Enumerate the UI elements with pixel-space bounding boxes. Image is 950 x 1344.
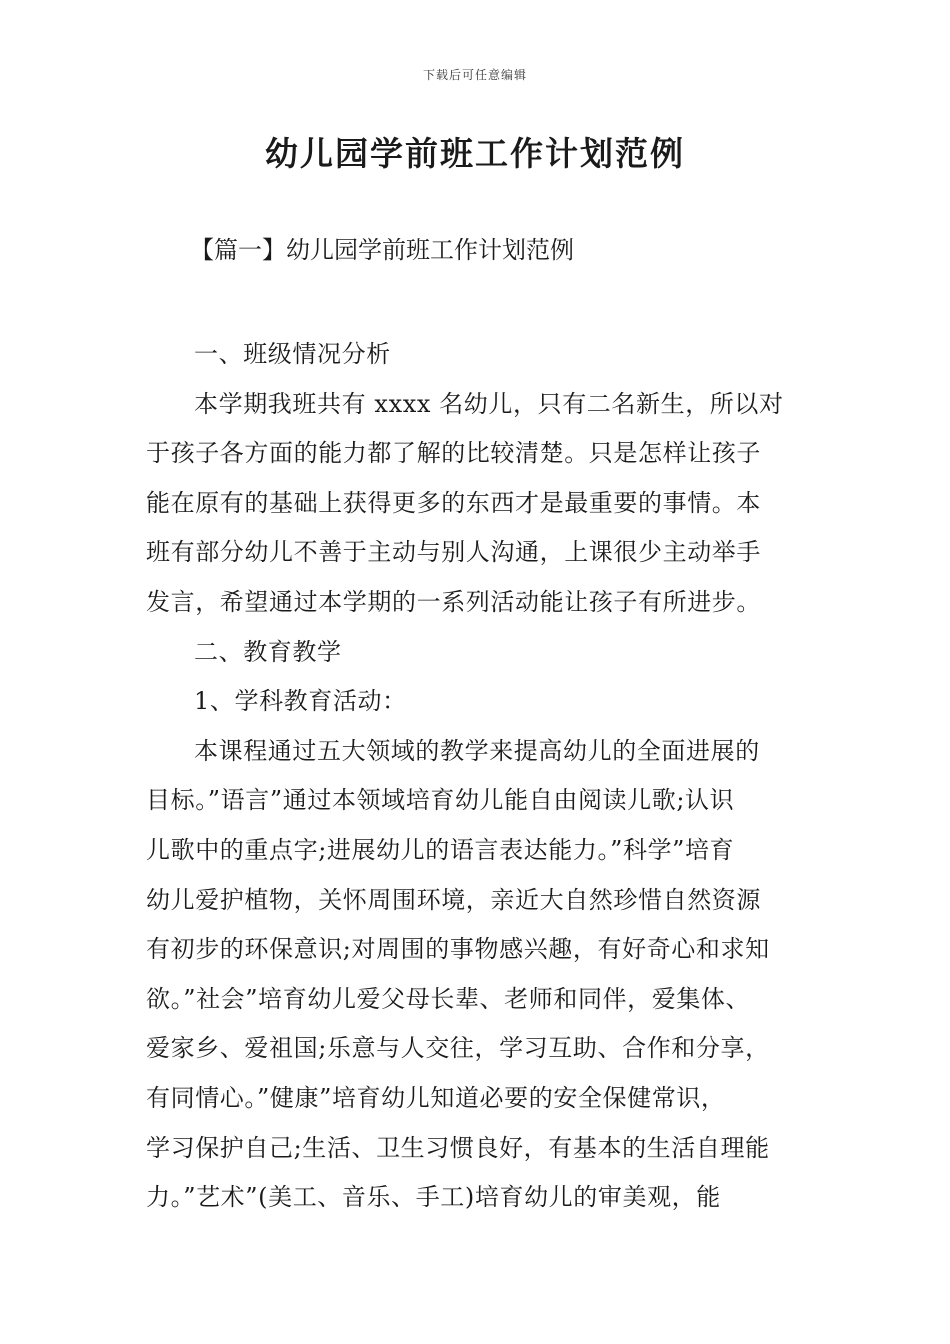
paragraph-line: 幼儿爱护植物，关怀周围环境，亲近大自然珍惜自然资源 bbox=[146, 885, 761, 914]
paragraph-line: 力。”艺术”(美工、音乐、手工)培育幼儿的审美观，能 bbox=[146, 1183, 721, 1212]
paragraph-line: 班有部分幼儿不善于主动与别人沟通，上课很少主动举手 bbox=[146, 538, 761, 567]
paragraph-line: 于孩子各方面的能力都了解的比较清楚。只是怎样让孩子 bbox=[146, 439, 761, 468]
body-text bbox=[146, 330, 818, 1223]
subheading-class-analysis: 一、班级情况分析 bbox=[194, 340, 391, 368]
paragraph-line: 爱家乡、爱祖国;乐意与人交往，学习互助、合作和分享， bbox=[146, 1034, 770, 1063]
paragraph-line: 本学期我班共有 xxxx 名幼儿，只有二名新生，所以对 bbox=[194, 389, 784, 418]
subheading-education: 二、教育教学 bbox=[194, 637, 342, 666]
header-note: 下载后可任意编辑 bbox=[422, 68, 527, 82]
paragraph-line: 发言，希望通过本学期的一系列活动能让孩子有所进步。 bbox=[146, 587, 761, 616]
paragraph-line: 本课程通过五大领域的教学来提高幼儿的全面进展的 bbox=[194, 736, 760, 765]
paragraph-line: 有初步的环保意识;对周围的事物感兴趣，有好奇心和求知 bbox=[146, 935, 770, 964]
paragraph-line: 有同情心。”健康”培育幼儿知道必要的安全保健常识， bbox=[146, 1083, 726, 1112]
paragraph-line: 欲。”社会”培育幼儿爱父母长辈、老师和同伴，爱集体、 bbox=[146, 984, 751, 1013]
paragraph-line: 学习保护自己;生活、卫生习惯良好，有基本的生活自理能 bbox=[146, 1133, 770, 1162]
paragraph-line: 能在原有的基础上获得更多的东西才是最重要的事情。本 bbox=[146, 488, 761, 517]
document-title: 幼儿园学前班工作计划范例 bbox=[265, 134, 685, 173]
section-heading: 【篇一】幼儿园学前班工作计划范例 bbox=[190, 236, 574, 264]
paragraph-line: 儿歌中的重点字;进展幼儿的语言表达能力。”科学”培育 bbox=[146, 835, 735, 864]
subheading-subject-activities: 1、学科教育活动： bbox=[194, 687, 407, 716]
paragraph-line: 目标。”语言”通过本领域培育幼儿能自由阅读儿歌;认识 bbox=[146, 786, 735, 815]
